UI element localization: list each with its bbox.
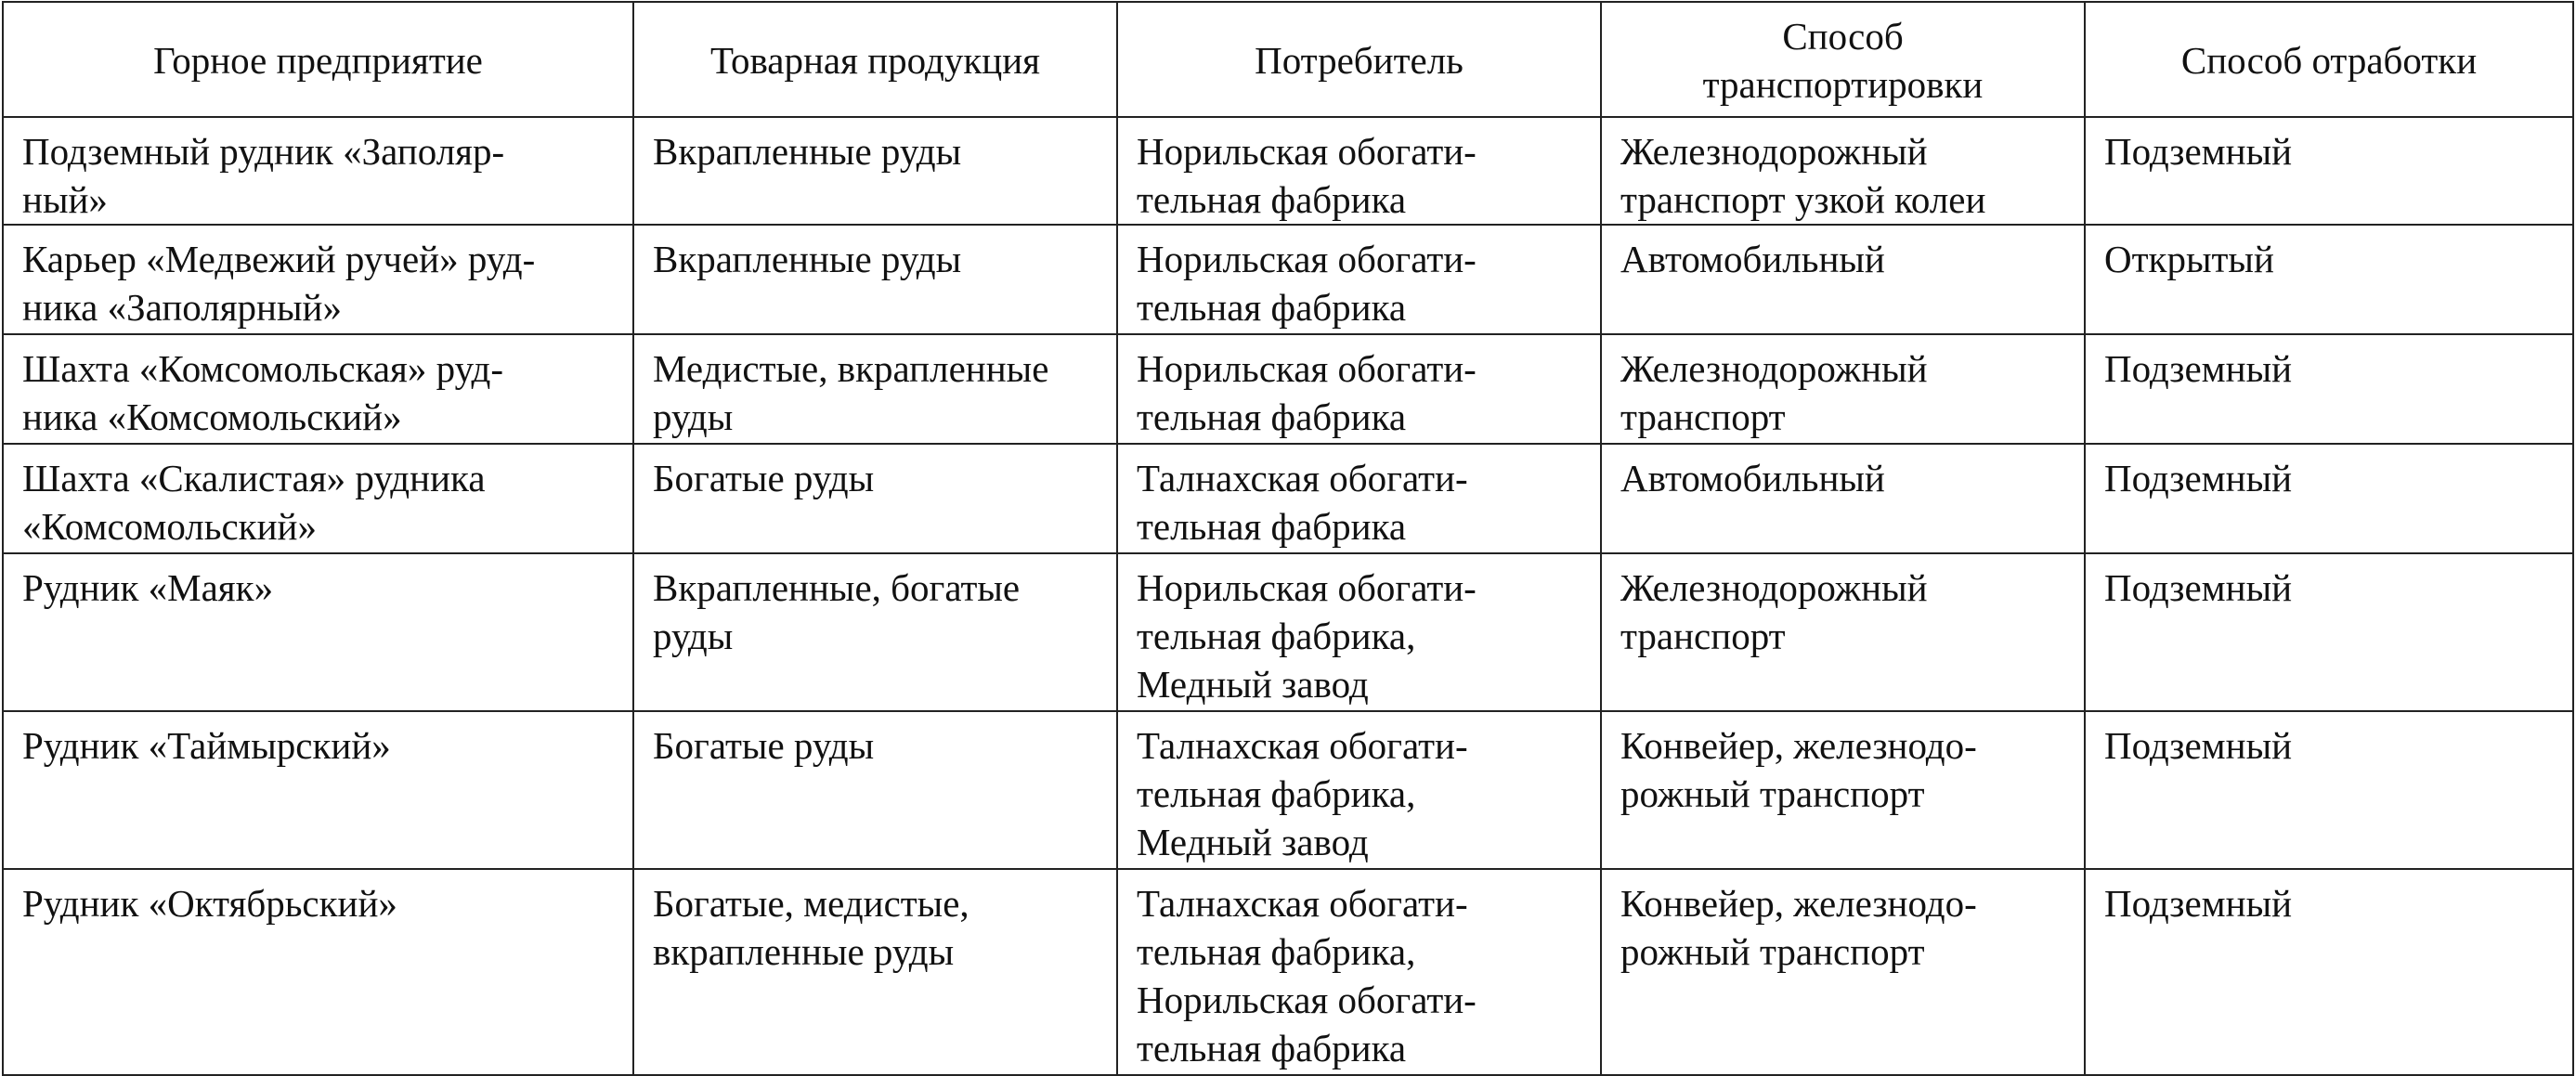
table-row [3,553,2573,711]
cell-mining-method: Открытый [2085,225,2573,334]
cell-enterprise: Подземный рудник «Заполяр- ный» [3,117,633,225]
cell-product: Богатые руды [633,444,1117,553]
cell-consumer: Талнахская обогати- тельная фабрика [1117,444,1601,553]
table-row [3,869,2573,1075]
cell-consumer: Норильская обогати- тельная фабрика [1117,117,1601,225]
cell-mining-method: Подземный [2085,553,2573,711]
cell-mining-method: Подземный [2085,711,2573,869]
cell-mining-method: Подземный [2085,334,2573,444]
header-consumer: Потребитель [1117,2,1601,117]
header-transport: Способ транспортировки [1601,2,2085,117]
cell-transport: Железнодорожный транспорт [1601,334,2085,444]
cell-enterprise: Шахта «Скалистая» рудника «Комсомольский» [3,444,633,553]
cell-enterprise: Рудник «Таймырский» [3,711,633,869]
cell-transport: Железнодорожный транспорт узкой колеи [1601,117,2085,225]
cell-transport: Автомобильный [1601,225,2085,334]
enterprise-table [2,1,2574,1076]
cell-consumer: Норильская обогати- тельная фабрика [1117,334,1601,444]
header-enterprise: Горное предприятие [3,2,633,117]
cell-consumer: Норильская обогати- тельная фабрика, Медный завод [1117,553,1601,711]
cell-consumer: Талнахская обогати- тельная фабрика, Норильская обогати- тельная фабрика [1117,869,1601,1075]
header-product: Товарная продукция [633,2,1117,117]
cell-enterprise: Карьер «Медвежий ручей» руд- ника «Заполярный» [3,225,633,334]
cell-product: Вкрапленные руды [633,117,1117,225]
cell-consumer: Норильская обогати- тельная фабрика [1117,225,1601,334]
cell-enterprise: Шахта «Комсомольская» руд- ника «Комсомольский» [3,334,633,444]
table-header-row [3,2,2573,117]
cell-transport: Конвейер, железнодо- рожный транспорт [1601,869,2085,1075]
cell-mining-method: Подземный [2085,117,2573,225]
cell-product: Богатые руды [633,711,1117,869]
cell-product: Вкрапленные, богатые руды [633,553,1117,711]
table-row [3,444,2573,553]
table-row [3,117,2573,225]
cell-consumer: Талнахская обогати- тельная фабрика, Медный завод [1117,711,1601,869]
cell-product: Вкрапленные руды [633,225,1117,334]
cell-enterprise: Рудник «Октябрьский» [3,869,633,1075]
cell-transport: Железнодорожный транспорт [1601,553,2085,711]
cell-product: Медистые, вкрапленные руды [633,334,1117,444]
table-row [3,334,2573,444]
table-row [3,225,2573,334]
header-mining-method: Способ отработки [2085,2,2573,117]
cell-enterprise: Рудник «Маяк» [3,553,633,711]
cell-mining-method: Подземный [2085,444,2573,553]
cell-product: Богатые, медистые, вкрапленные руды [633,869,1117,1075]
cell-transport: Автомобильный [1601,444,2085,553]
cell-mining-method: Подземный [2085,869,2573,1075]
cell-transport: Конвейер, железнодо- рожный транспорт [1601,711,2085,869]
table-row [3,711,2573,869]
